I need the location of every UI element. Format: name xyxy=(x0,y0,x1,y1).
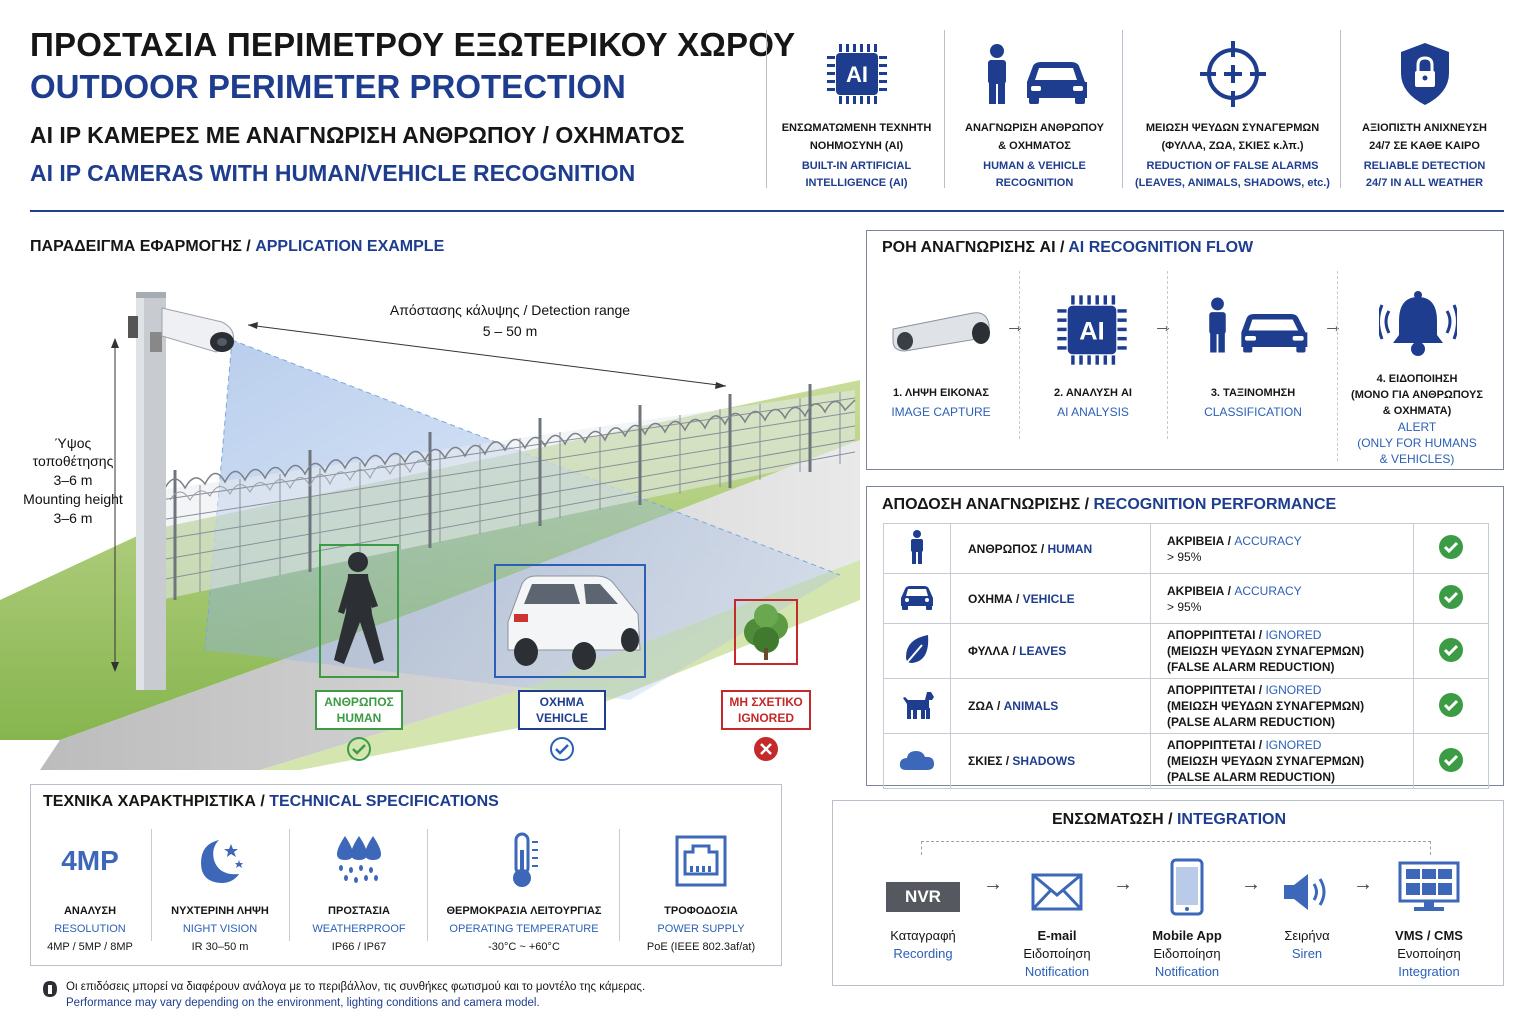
cloud-icon xyxy=(898,748,936,772)
resolution-icon xyxy=(31,825,149,897)
monitor-icon xyxy=(1381,853,1477,921)
perf-row-value-en: (FALSE ALARM REDUCTION) xyxy=(1167,660,1335,674)
integration-mobile-l3: Notification xyxy=(1154,964,1220,979)
feature-false-alarms xyxy=(1122,30,1342,188)
performance-heading-en: RECOGNITION PERFORMANCE xyxy=(1093,496,1337,513)
perf-row-name-en: LEAVES xyxy=(1019,644,1067,658)
integration-mobile-app xyxy=(1139,853,1235,981)
flow-step-4-gr2: (ΜΟΝΟ ΓΙΑ ΑΝΘΡΩΠΟΥΣ xyxy=(1351,389,1483,401)
spec-resolution-gr: ΑΝΑΛΥΣΗ xyxy=(63,905,117,917)
rain-icon xyxy=(291,825,427,897)
feature-ai-chip-text: AI xyxy=(845,62,868,87)
shield-lock-icon xyxy=(1341,30,1508,118)
ignored-target-en: IGNORED xyxy=(737,711,794,725)
integration-nvr xyxy=(875,873,971,963)
spec-resolution-en: RESOLUTION xyxy=(54,923,126,935)
spec-temperature-gr: ΘΕΡΜΟΚΡΑΣΙΑ ΛΕΙΤΟΥΡΓΙΑΣ xyxy=(446,905,602,917)
perf-row-value-label-en: ACCURACY xyxy=(1234,533,1302,548)
spec-resolution-value: 4MP / 5MP / 8MP xyxy=(47,941,133,953)
human-target-gr: ΑΝΘΡΩΠΟΣ xyxy=(324,695,394,709)
perf-row-value-label: ΑΚΡΙΒΕΙΑ / xyxy=(1167,533,1235,548)
arrow-right-icon: → xyxy=(1241,873,1261,895)
feature-false-alarms-gr1: ΜΕΙΩΣΗ ΨΕΥΔΩΝ ΣΥΝΑΓΕΡΜΩΝ xyxy=(1145,122,1320,134)
feature-ai-en1: BUILT-IN ARTIFICIAL xyxy=(801,160,912,172)
feature-reliable-gr2: 24/7 ΣΕ ΚΑΘΕ ΚΑΙΡΟ xyxy=(1369,140,1480,152)
flow-step-2 xyxy=(1027,385,1159,420)
moon-icon xyxy=(153,825,287,897)
table-row xyxy=(884,679,1489,734)
detection-range-value: 5 – 50 m xyxy=(482,323,538,339)
perf-row-value-en: (PALSE ALARM REDUCTION) xyxy=(1167,715,1335,729)
alarm-bell-icon xyxy=(1379,289,1457,361)
spec-weatherproof-gr: ΠΡΟΣΤΑΣΙΑ xyxy=(328,905,390,917)
spec-temperature xyxy=(429,825,619,955)
footnote-english: Performance may vary depending on the environment, lighting conditions and camera model. xyxy=(66,997,540,1009)
mounting-height-gr2: τοποθέτησης xyxy=(32,453,114,469)
application-heading-gr: ΠΑΡΑΔΕΙΓΜΑ ΕΦΑΡΜΟΓΗΣ / xyxy=(30,238,256,255)
arrow-right-icon: → xyxy=(1323,315,1343,337)
flow-step-4-en3: & VEHICLES) xyxy=(1379,452,1455,466)
arrow-right-icon: → xyxy=(983,873,1003,895)
integration-email-l3: Notification xyxy=(1024,964,1090,979)
perf-row-value-en: (PALSE ALARM REDUCTION) xyxy=(1167,770,1335,784)
spec-power-en: POWER SUPPLY xyxy=(657,923,745,935)
check-circle-icon xyxy=(1438,637,1464,663)
integration-email xyxy=(1009,863,1105,981)
perf-row-name-en: ANIMALS xyxy=(1003,699,1059,713)
feature-recognition-en1: HUMAN & VEHICLE xyxy=(983,160,1086,172)
perf-row-name-gr: ΑΝΘΡΩΠΟΣ / xyxy=(968,541,1048,556)
perf-row-value-label-en: IGNORED xyxy=(1265,683,1322,697)
perf-row-value: > 95% xyxy=(1167,599,1202,614)
integration-email-l1: E-mail xyxy=(1037,928,1077,943)
header-divider xyxy=(30,210,1504,212)
spec-temperature-value: -30°C ~ +60°C xyxy=(488,941,560,953)
feature-false-alarms-en1: REDUCTION OF FALSE ALARMS xyxy=(1146,160,1319,172)
spec-resolution xyxy=(31,825,149,955)
mounting-height-val1: 3–6 m xyxy=(53,472,93,488)
flow-step-3 xyxy=(1177,385,1329,420)
specs-heading-gr: ΤΕΧΝΙΚΑ ΧΑΡΑΚΤΗΡΙΣΤΙΚΑ / xyxy=(43,793,270,810)
perf-row-name-gr: ΣΚΙΕΣ / xyxy=(968,754,1013,768)
flow-step-1 xyxy=(873,385,1009,420)
performance-table xyxy=(883,523,1489,789)
flow-step-4-en1: ALERT xyxy=(1397,420,1437,434)
table-row xyxy=(884,734,1489,789)
integration-siren-l2: Siren xyxy=(1291,946,1323,961)
page-title-greek: ΠΡΟΣΤΑΣΙΑ ΠΕΡΙΜΕΤΡΟΥ ΕΞΩΤΕΡΙΚΟΥ ΧΩΡΟΥ xyxy=(30,26,796,63)
feature-ai-gr2: ΝΟΗΜΟΣΥΝΗ (AI) xyxy=(809,140,904,152)
application-heading-en: APPLICATION EXAMPLE xyxy=(255,238,445,255)
check-circle-icon xyxy=(1438,584,1464,610)
flow-step-4-gr3: & ΟΧΗΜΑΤΑ) xyxy=(1382,405,1452,417)
arrow-right-icon: → xyxy=(1353,873,1373,895)
check-circle-icon xyxy=(549,736,575,762)
mounting-height-en: Mounting height xyxy=(23,491,123,507)
application-heading xyxy=(30,238,444,256)
table-row xyxy=(884,574,1489,624)
integration-heading xyxy=(833,811,1505,829)
spec-weatherproof xyxy=(291,825,427,955)
perf-row-value: (ΜΕΙΩΣΗ ΨΕΥΔΩΝ ΣΥΝΑΓΕΡΜΩΝ) xyxy=(1167,754,1365,768)
specs-panel xyxy=(30,784,782,966)
vehicle-target-label xyxy=(518,690,606,730)
perf-row-value: (ΜΕΙΩΣΗ ΨΕΥΔΩΝ ΣΥΝΑΓΕΡΜΩΝ) xyxy=(1167,699,1365,713)
integration-vms-l1: VMS / CMS xyxy=(1395,928,1463,943)
flow-step-4-gr1: 4. ΕΙΔΟΠΟΙΗΣΗ xyxy=(1376,373,1458,385)
ignored-target-gr: ΜΗ ΣΧΕΤΙΚΟ xyxy=(729,695,803,709)
arrow-right-icon: → xyxy=(1113,873,1133,895)
perf-row-name-gr: ΦΥΛΛΑ / xyxy=(968,644,1020,658)
performance-panel xyxy=(866,486,1504,786)
feature-false-alarms-gr2: (ΦΥΛΛΑ, ΖΩΑ, ΣΚΙΕΣ κ.λπ.) xyxy=(1161,140,1304,152)
perf-row-value-label-en: ACCURACY xyxy=(1234,583,1302,598)
perf-row-value: (ΜΕΙΩΣΗ ΨΕΥΔΩΝ ΣΥΝΑΓΕΡΜΩΝ) xyxy=(1167,644,1365,658)
leaf-icon xyxy=(902,633,932,667)
spec-temperature-en: OPERATING TEMPERATURE xyxy=(449,923,599,935)
flow-step-4 xyxy=(1341,371,1493,467)
feature-recognition xyxy=(944,30,1124,188)
feature-recognition-gr1: ΑΝΑΓΝΩΡΙΣΗ ΑΝΘΡΩΠΟΥ xyxy=(965,122,1104,134)
integration-siren xyxy=(1259,863,1355,963)
cross-circle-icon xyxy=(753,736,779,762)
specs-heading xyxy=(43,793,499,811)
resolution-icon-text: 4MP xyxy=(61,845,119,876)
thermometer-icon xyxy=(429,825,619,897)
flow-step-2-gr: 2. ΑΝΑΛΥΣΗ AI xyxy=(1054,387,1132,399)
integration-vms-l2: Ενοποίηση xyxy=(1397,946,1461,961)
human-target-en: HUMAN xyxy=(336,711,382,725)
flow-step-2-en: AI ANALYSIS xyxy=(1057,405,1129,419)
feature-reliable xyxy=(1340,30,1508,188)
page-title-english: OUTDOOR PERIMETER PROTECTION xyxy=(30,68,626,105)
person-icon xyxy=(907,530,927,564)
integration-nvr-l2: Recording xyxy=(893,946,953,961)
perf-row-value-label: ΑΠΟΡΡΙΠΤΕΤΑΙ / xyxy=(1167,683,1266,697)
integration-heading-en: INTEGRATION xyxy=(1176,811,1287,828)
perf-row-name-en: VEHICLE xyxy=(1022,591,1075,606)
spec-night-vision-value: IR 30–50 m xyxy=(191,941,249,953)
integration-vms-l3: Integration xyxy=(1398,964,1460,979)
speaker-icon xyxy=(1259,863,1355,921)
spec-night-vision-en: NIGHT VISION xyxy=(182,923,258,935)
email-icon xyxy=(1009,863,1105,921)
feature-recognition-en2: RECOGNITION xyxy=(995,177,1074,189)
integration-siren-l1: Σειρήνα xyxy=(1284,928,1330,943)
arrow-right-icon: → xyxy=(1005,315,1025,337)
person-car-icon xyxy=(1201,293,1311,357)
integration-heading-gr: ΕΝΣΩΜΑΤΩΣΗ / xyxy=(1051,811,1177,828)
spec-weatherproof-en: WEATHERPROOF xyxy=(312,923,406,935)
check-circle-icon xyxy=(1438,747,1464,773)
perf-row-value: > 95% xyxy=(1167,549,1202,564)
spec-night-vision-gr: ΝΥΧΤΕΡΙΝΗ ΛΗΨΗ xyxy=(171,905,269,917)
perf-row-value-label: ΑΠΟΡΡΙΠΤΕΤΑΙ / xyxy=(1167,628,1266,642)
ai-chip-icon xyxy=(767,30,946,118)
feature-ai-gr1: ΕΝΣΩΜΑΤΩΜΕΝΗ ΤΕΧΝΗΤΗ xyxy=(781,122,932,134)
nvr-icon-text: NVR xyxy=(886,882,960,912)
ai-flow-panel xyxy=(866,230,1504,470)
perf-row-value-label-en: IGNORED xyxy=(1265,738,1322,752)
camera-icon xyxy=(889,307,995,355)
integration-panel xyxy=(832,800,1504,986)
vehicle-target-gr: ΟΧΗΜΑ xyxy=(539,695,585,709)
integration-nvr-l1: Καταγραφή xyxy=(890,928,956,943)
performance-heading-gr: ΑΠΟΔΟΣΗ ΑΝΑΓΝΩΡΙΣΗΣ / xyxy=(882,496,1094,513)
flow-step-1-en: IMAGE CAPTURE xyxy=(891,405,991,419)
spec-power-value: PoE (IEEE 802.3af/at) xyxy=(646,941,756,953)
flow-chip-text: AI xyxy=(1079,317,1105,346)
ai-flow-heading xyxy=(882,239,1253,257)
ignored-target-label xyxy=(721,690,811,730)
ai-flow-heading-en: AI RECOGNITION FLOW xyxy=(1068,239,1254,256)
vehicle-target-en: VEHICLE xyxy=(535,711,588,725)
table-row xyxy=(884,624,1489,679)
spec-night-vision xyxy=(153,825,287,955)
perf-row-name-en: SHADOWS xyxy=(1012,754,1076,768)
integration-vms xyxy=(1381,853,1477,981)
table-row xyxy=(884,524,1489,574)
perf-row-value-label-en: IGNORED xyxy=(1265,628,1322,642)
person-car-icon xyxy=(945,30,1124,118)
check-circle-icon xyxy=(346,736,372,762)
arrow-right-icon: → xyxy=(1153,315,1173,337)
feature-ai-en2: INTELLIGENCE (AI) xyxy=(805,177,908,189)
flow-step-1-gr: 1. ΛΗΨΗ ΕΙΚΟΝΑΣ xyxy=(893,387,989,399)
page-subtitle-greek: AI IP ΚΑΜΕΡΕΣ ΜΕ ΑΝΑΓΝΩΡΙΣΗ ΑΝΘΡΩΠΟΥ / ΟΧΗΜΑΤΟΣ xyxy=(30,122,685,148)
perf-row-value-label: ΑΠΟΡΡΙΠΤΕΤΑΙ / xyxy=(1167,738,1266,752)
ethernet-icon xyxy=(621,825,781,897)
mounting-height-gr1: Ύψος xyxy=(54,435,92,451)
integration-mobile-l1: Mobile App xyxy=(1152,928,1222,943)
feature-ai xyxy=(766,30,946,188)
feature-reliable-gr1: ΑΞΙΟΠΙΣΤΗ ΑΝΙΧΝΕΥΣΗ xyxy=(1362,122,1487,134)
perf-row-name-en: HUMAN xyxy=(1047,541,1093,556)
footnote-greek: Οι επιδόσεις μπορεί να διαφέρουν ανάλογα με το περιβάλλον, τις συνθήκες φωτισμού και το μοντέλο της κάμερας. xyxy=(66,981,646,993)
ai-chip-icon xyxy=(1055,293,1129,367)
check-circle-icon xyxy=(1438,692,1464,718)
car-icon xyxy=(899,584,935,610)
detection-range-label: Απόστασης κάλυψης / Detection range xyxy=(389,302,631,318)
perf-row-name-gr: ΖΩΑ / xyxy=(968,699,1004,713)
info-icon xyxy=(42,980,58,998)
feature-reliable-en2: 24/7 IN ALL WEATHER xyxy=(1365,177,1484,189)
feature-recognition-gr2: & ΟΧΗΜΑΤΟΣ xyxy=(998,140,1071,152)
flow-step-3-en: CLASSIFICATION xyxy=(1204,405,1302,419)
spec-power-gr: ΤΡΟΦΟΔΟΣΙΑ xyxy=(664,905,738,917)
phone-icon xyxy=(1139,853,1235,921)
perf-row-value-label: ΑΚΡΙΒΕΙΑ / xyxy=(1167,583,1235,598)
integration-mobile-l2: Ειδοποίηση xyxy=(1153,946,1221,961)
flow-step-4-en2: (ONLY FOR HUMANS xyxy=(1357,436,1477,450)
feature-reliable-en1: RELIABLE DETECTION xyxy=(1363,160,1486,172)
spec-weatherproof-value: IP66 / IP67 xyxy=(331,941,387,953)
integration-email-l2: Ειδοποίηση xyxy=(1023,946,1091,961)
page-subtitle-english: AI IP CAMERAS WITH HUMAN/VEHICLE RECOGNITION xyxy=(30,160,636,186)
nvr-icon xyxy=(875,873,971,921)
perf-row-name-gr: ΟΧΗΜΑ / xyxy=(968,591,1023,606)
performance-heading xyxy=(882,496,1336,514)
mounting-height-val2: 3–6 m xyxy=(53,510,93,526)
flow-step-3-gr: 3. ΤΑΞΙΝΟΜΗΣΗ xyxy=(1210,387,1296,399)
feature-false-alarms-en2: (LEAVES, ANIMALS, SHADOWS, etc.) xyxy=(1135,177,1330,189)
check-circle-icon xyxy=(1438,534,1464,560)
spec-power xyxy=(621,825,781,955)
human-target-label xyxy=(315,690,403,730)
crosshair-icon xyxy=(1123,30,1342,118)
specs-heading-en: TECHNICAL SPECIFICATIONS xyxy=(269,793,499,810)
ai-flow-heading-gr: ΡΟΗ ΑΝΑΓΝΩΡΙΣΗΣ AI / xyxy=(882,239,1069,256)
dog-icon xyxy=(899,690,935,720)
